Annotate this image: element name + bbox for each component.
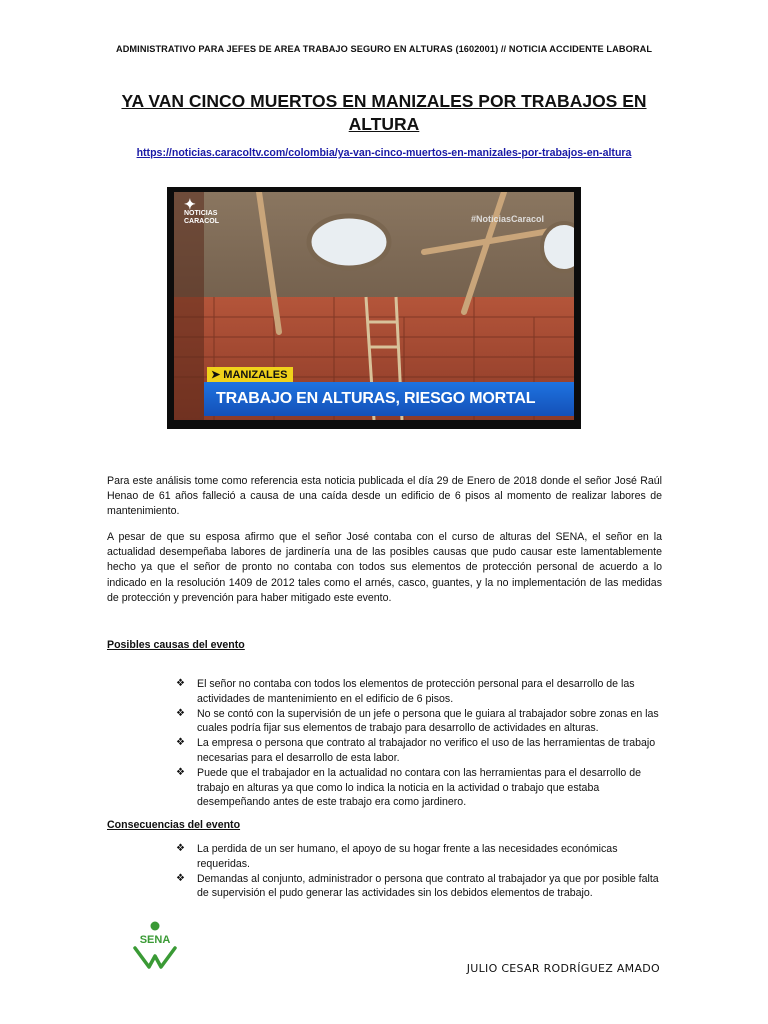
news-banner: TRABAJO EN ALTURAS, RIESGO MORTAL <box>204 382 574 416</box>
diamond-bullet-icon: ❖ <box>176 767 185 779</box>
paragraph-2: A pesar de que su esposa afirmo que el señor José contaba con el curso de alturas del SENA, el señor en la actualidad desempeñaba labores de jardinería una de las posibles causas que pudo causar este lamentablemente hecho ya que el señor de pronto no contaba con todos sus elementos de protección personal de acuerdo a lo indicado en la resolución 1409 de 2012 tales como el arnés, casco, guantes, y la no implementación de las medidas de protección y prevención para haber mitigado este evento. <box>107 531 662 604</box>
channel-logo-line2: CARACOL <box>184 218 219 225</box>
article-title: YA VAN CINCO MUERTOS EN MANIZALES POR TRABAJOS EN ALTURA <box>121 91 647 134</box>
causes-list <box>176 677 664 810</box>
author-name: JULIO CESAR RODRÍGUEZ AMADO <box>466 962 660 975</box>
causes-heading: Posibles causas del evento <box>107 639 245 651</box>
list-item: ❖ Puede que el trabajador en la actualidad no contara con las herramientas para el desarrollo de trabajo en alturas ya que como lo indica la noticia en la actividad o trabajo que estaba desempeñando antes de este trabajo era como jardinero. <box>176 767 642 809</box>
caracol-logo-icon: ✦ <box>184 196 196 212</box>
diamond-bullet-icon: ❖ <box>176 737 185 749</box>
diamond-bullet-icon: ❖ <box>176 678 185 689</box>
location-tag-text: MANIZALES <box>223 369 288 381</box>
sena-logo <box>129 920 181 972</box>
list-item: ❖ El señor no contaba con todos los elementos de protección personal para el desarrollo de las actividades de mantenimiento en el edificio de 6 pisos. <box>176 678 635 705</box>
photo-hashtag: #NoticiasCaracol <box>470 214 544 224</box>
channel-logo-line1: NOTICIAS <box>184 210 218 217</box>
paragraph-1: Para este análisis tome como referencia esta noticia publicada el día 29 de Enero de 2018 donde el señor José Raúl Henao de 61 años falleció a causa de una caída desde un edificio de 6 pisos al momento de realizar labores de mantenimiento. <box>107 475 662 518</box>
news-photo-scene <box>174 192 574 420</box>
diamond-bullet-icon: ❖ <box>176 843 185 854</box>
page-header: ADMINISTRATIVO PARA JEFES DE AREA TRABAJO SEGURO EN ALTURAS (1602001) // NOTICIA ACCIDENTE LABORAL <box>115 44 653 54</box>
diamond-bullet-icon: ❖ <box>176 707 185 719</box>
consequences-list <box>176 842 664 901</box>
location-arrow-icon: ➤ <box>211 369 221 381</box>
channel-logo <box>184 198 219 226</box>
list-item: ❖ No se contó con la supervisión de un jefe o persona que le guiara al trabajador sobre zonas en las cuales podría fijar sus elementos de trabajo para desarrollo de actividades en alturas. <box>176 707 659 735</box>
location-tag <box>207 367 293 382</box>
consequences-heading: Consecuencias del evento <box>107 819 241 831</box>
list-item: ❖ La empresa o persona que contrato al trabajador no verifico el uso de las herramientas de trabajo necesarias para el desarrollo de esta labor. <box>176 737 656 764</box>
article-link[interactable]: https://noticias.caracoltv.com/colombia/ya-van-cinco-muertos-en-manizales-por-trabajos-en-altura <box>136 147 632 159</box>
list-item: ❖ La perdida de un ser humano, el apoyo de su hogar frente a las necesidades económicas requeridas. <box>176 843 618 870</box>
sena-logo-icon <box>129 920 181 972</box>
news-photo <box>167 187 581 429</box>
list-item: ❖ Demandas al conjunto, administrador o persona que contrato al trabajador ya que por posible falta de supervisión el pudo generar las actividades sin los debidos elementos de trabajo. <box>176 872 659 900</box>
diamond-bullet-icon: ❖ <box>176 872 185 884</box>
sena-logo-text: SENA <box>139 934 171 946</box>
